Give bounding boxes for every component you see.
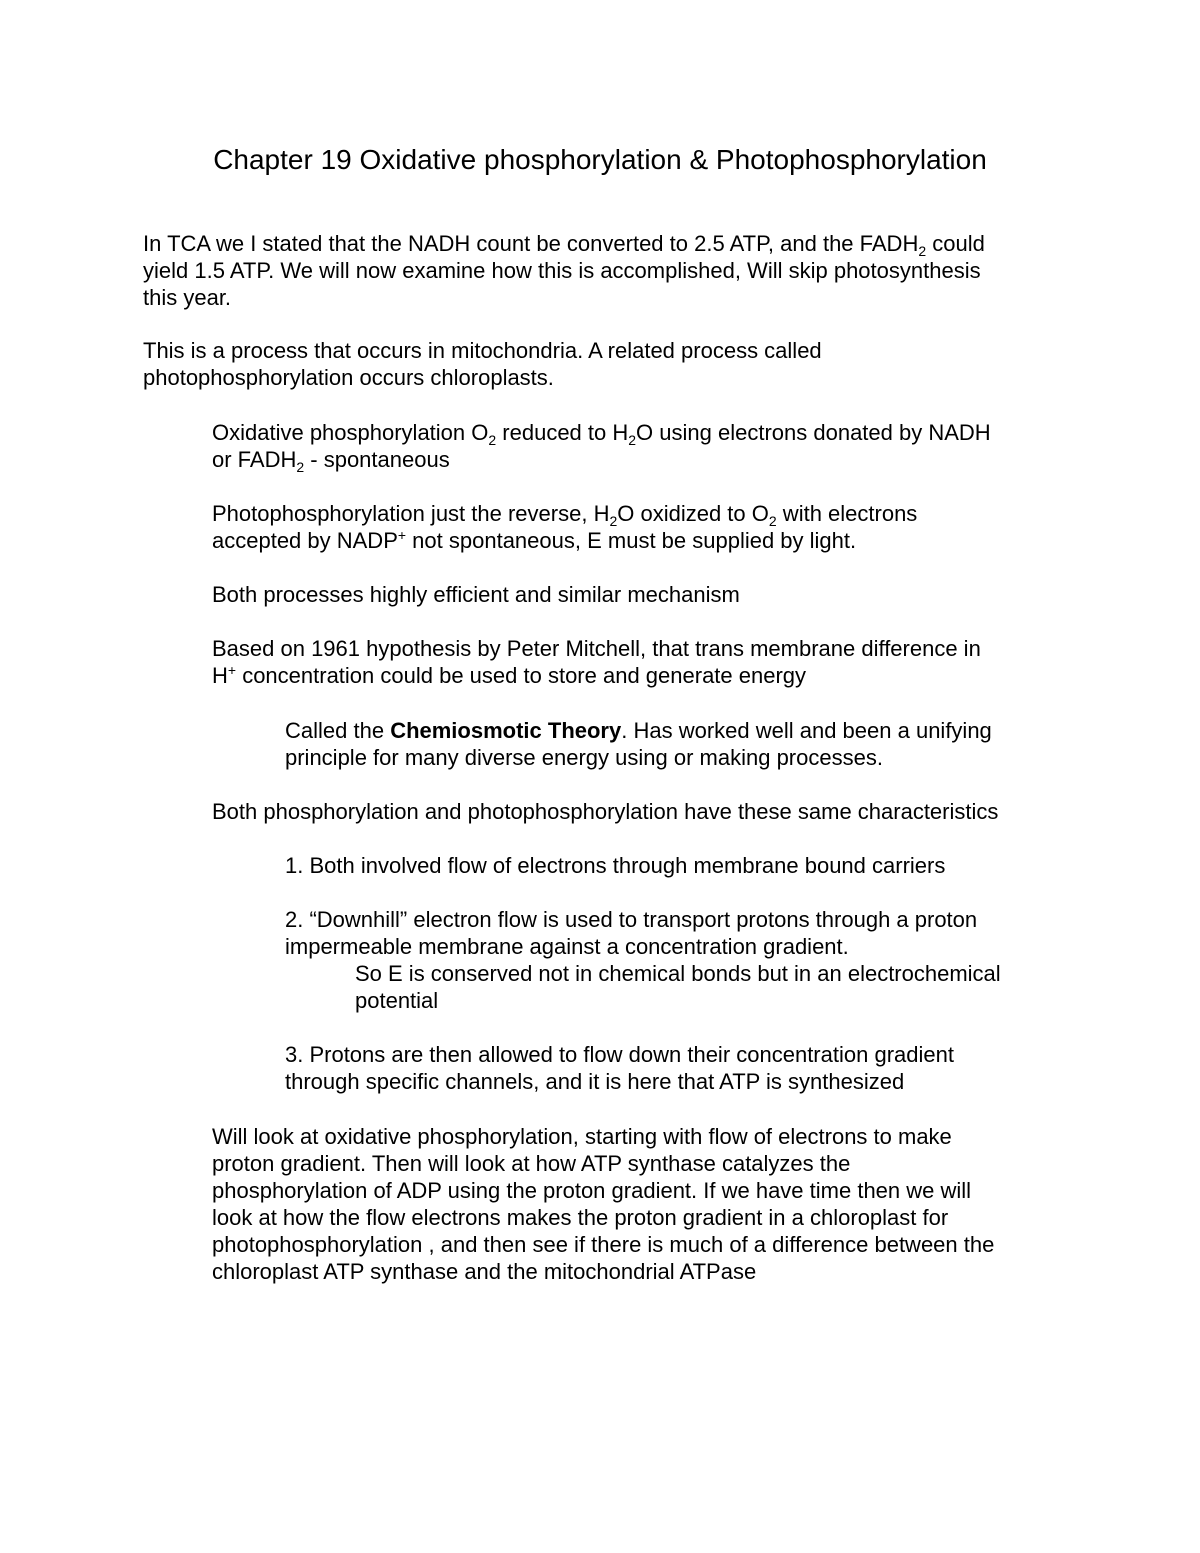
photo-line-2: accepted by NADP+ not spontaneous, E must be supplied by light. (212, 527, 857, 553)
list-item-2-note-line-2: potential (355, 988, 439, 1013)
oxidative-line-2: or $FADH_2$ - spontaneous (212, 447, 450, 475)
plan-line-5: photophosphorylation , and then see if there is much of a difference between the (212, 1232, 995, 1257)
intro-line-2: yield 1.5 ATP. We will now examine how this is accomplished, Will skip photosynthesis (143, 258, 981, 283)
plan-paragraph (212, 1123, 994, 1285)
mitchell-line-1: Based on 1961 hypothesis by Peter Mitchell, that trans membrane difference in (212, 636, 981, 661)
oxidative-paragraph (212, 419, 991, 473)
oxidative-line-1: Oxidative phosphorylation $O_2$ reduced to $H_2O$ using electrons donated by NADH (212, 420, 991, 448)
chemiosmotic-line-2: principle for many diverse energy using or making processes. (285, 745, 883, 770)
chemiosmotic-line-1: Called the Chemiosmotic Theory. Has worked well and been a unifying (285, 718, 992, 743)
list-item-2-line-1: 2. “Downhill” electron flow is used to transport protons through a proton (285, 907, 978, 932)
process-line-1: This is a process that occurs in mitochondria. A related process called (143, 338, 822, 363)
list-item (285, 906, 977, 960)
plan-line-4: look at how the flow electrons makes the proton gradient in a chloroplast for (212, 1205, 949, 1230)
list-item (285, 852, 945, 879)
intro-paragraph (143, 230, 985, 311)
list-item-3-line-2: through specific channels, and it is here that ATP is synthesized (285, 1069, 905, 1094)
list-item-3-line-1: 3. Protons are then allowed to flow down their concentration gradient (285, 1042, 954, 1067)
list-item-2-note (355, 960, 1001, 1014)
plan-line-3: phosphorylation of ADP using the proton gradient. If we have time then we will (212, 1178, 972, 1203)
mitchell-line-2: H+ concentration could be used to store and generate energy (212, 662, 807, 688)
photo-line-1: Photophosphorylation just the reverse, $H_2O$ oxidized to $O_2$ with electrons (212, 501, 918, 529)
plan-line-2: proton gradient. Then will look at how ATP synthase catalyzes the (212, 1151, 851, 1176)
list-item (285, 1041, 954, 1095)
characteristics-line-1: Both phosphorylation and photophosphorylation have these same characteristics (212, 799, 999, 824)
characteristics-paragraph (212, 798, 998, 825)
plan-line-6: chloroplast ATP synthase and the mitochondrial ATPase (212, 1259, 757, 1284)
list-item-2-line-2: impermeable membrane against a concentration gradient. (285, 934, 849, 959)
intro-line-1: In TCA we I stated that the NADH count be converted to 2.5 ATP, and the $FADH_2$ could (143, 231, 985, 259)
plan-line-1: Will look at oxidative phosphorylation, starting with flow of electrons to make (212, 1124, 952, 1149)
photophosphorylation-paragraph (212, 500, 917, 554)
efficiency-line-1: Both processes highly efficient and similar mechanism (212, 582, 740, 607)
chemiosmotic-term: Chemiosmotic Theory (390, 718, 622, 743)
process-line-2: photophosphorylation occurs chloroplasts. (143, 365, 554, 390)
page-title: Chapter 19 Oxidative phosphorylation & Photophosphorylation (213, 144, 987, 175)
efficiency-paragraph (212, 581, 740, 608)
list-item-1-line-1: 1. Both involved flow of electrons through membrane bound carriers (285, 853, 946, 878)
intro-line-3: this year. (143, 285, 232, 310)
mitchell-paragraph (212, 635, 981, 689)
chemiosmotic-paragraph (285, 717, 992, 771)
list-item-2-note-line-1: So E is conserved not in chemical bonds but in an electrochemical (355, 961, 1001, 986)
process-paragraph (143, 337, 822, 391)
